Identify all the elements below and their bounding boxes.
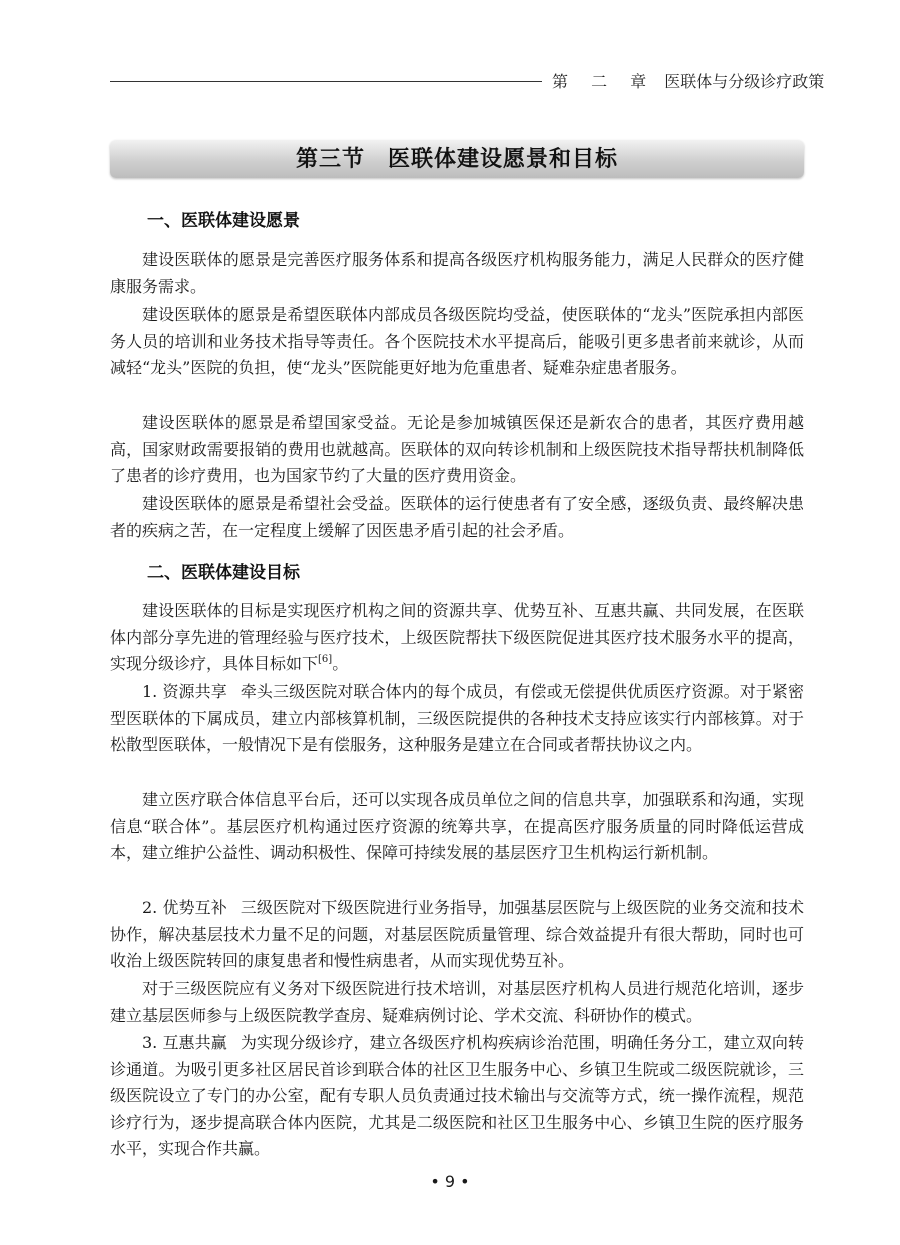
chapter-title: 医联体与分级诊疗政策 <box>664 72 825 91</box>
item-heading: 1. 资源共享 <box>142 682 227 701</box>
section-title: 第三节 医联体建设愿景和目标 <box>295 146 618 172</box>
paragraph: 建设医联体的愿景是希望社会受益。医联体的运行使患者有了安全感，逐级负责、最终解决患者的疾病之苦，在一定程度上缓解了因医患矛盾引起的社会矛盾。 <box>110 494 804 540</box>
intro-text: 建设医联体的目标是实现医疗机构之间的资源共享、优势互补、互惠共赢、共同发展，在医联体内部分享先进的管理经验与医疗技术，上级医院帮扶下级医院促进其医疗技术服务水平的提高，实现分级诊疗，具体目标如下 <box>110 601 804 673</box>
section-banner <box>110 140 804 178</box>
chapter-number: 第 二 章 <box>552 72 656 91</box>
header-rule <box>110 81 542 82</box>
item-heading: 2. 优势互补 <box>142 898 227 917</box>
running-header <box>552 70 824 94</box>
item-text: 三级医院对下级医院进行业务指导，加强基层医院与上级医院的业务交流和技术协作，解决基层技术力量不足的问题，对基层医院质量管理、综合效益提升有很大帮助，同时也可收治上级医院转回的康复患者和慢性病患者，从而实现优势互补。 <box>110 898 804 970</box>
paragraph-item-2 <box>110 895 804 975</box>
item-heading: 3. 互惠共赢 <box>142 1033 227 1052</box>
paragraph-item-3 <box>110 1030 804 1163</box>
paragraph: 建设医联体的愿景是希望国家受益。无论是参加城镇医保还是新农合的患者，其医疗费用越高，国家财政需要报销的费用也就越高。医联体的双向转诊机制和上级医院技术指导帮扶机制降低了患者的诊疗费用，也为国家节约了大量的医疗费用资金。 <box>110 413 804 485</box>
paragraph: 建设医联体的愿景是希望医联体内部成员各级医院均受益，使医联体的“龙头”医院承担内部医务人员的培训和业务技术指导等责任。各个医院技术水平提高后，能吸引更多患者前来就诊，从而减轻“龙头”医院的负担，使“龙头”医院能更好地为危重患者、疑难杂症患者服务。 <box>110 305 804 377</box>
page-number: • 9 • <box>430 1172 470 1191</box>
paragraph: 建设医联体的愿景是完善医疗服务体系和提高各级医疗机构服务能力，满足人民群众的医疗健康服务需求。 <box>110 250 804 296</box>
paragraph: 建立医疗联合体信息平台后，还可以实现各成员单位之间的信息共享，加强联系和沟通，实现信息“联合体”。基层医疗机构通过医疗资源的统筹共享，在提高医疗服务质量的同时降低运营成本，建立维护公益性、调动积极性、保障可持续发展的基层医疗卫生机构运行新机制。 <box>110 790 804 862</box>
paragraph: 对于三级医院应有义务对下级医院进行技术培训，对基层医疗机构人员进行规范化培训，逐步建立基层医师参与上级医院教学查房、疑难病例讨论、学术交流、科研协作的模式。 <box>110 979 804 1025</box>
item-text: 牵头三级医院对联合体内的每个成员，有偿或无偿提供优质医疗资源。对于紧密型医联体的下属成员，建立内部核算机制，三级医院提供的各种技术支持应该实行内部核算。对于松散型医联体，一般情况下是有偿服务，这种服务是建立在合同或者帮扶协议之内。 <box>110 682 804 754</box>
paragraph-item-1 <box>110 679 804 759</box>
citation-ref: [6] <box>318 654 333 665</box>
paragraph-goals-intro <box>110 598 804 678</box>
item-text: 为实现分级诊疗，建立各级医疗机构疾病诊治范围，明确任务分工，建立双向转诊通道。为吸引更多社区居民首诊到联合体的社区卫生服务中心、乡镇卫生院或二级医院就诊，三级医院设立了专门的办公室，配有专职人员负责通过技术输出与交流等方式，统一操作流程，规范诊疗行为，逐步提高联合体内医院，尤其是二级医院和社区卫生服务中心、乡镇卫生院的医疗服务水平，实现合作共赢。 <box>110 1033 804 1158</box>
intro-end: 。 <box>332 654 349 673</box>
heading-goals: 二、医联体建设目标 <box>147 563 300 583</box>
heading-vision: 一、医联体建设愿景 <box>147 211 300 231</box>
